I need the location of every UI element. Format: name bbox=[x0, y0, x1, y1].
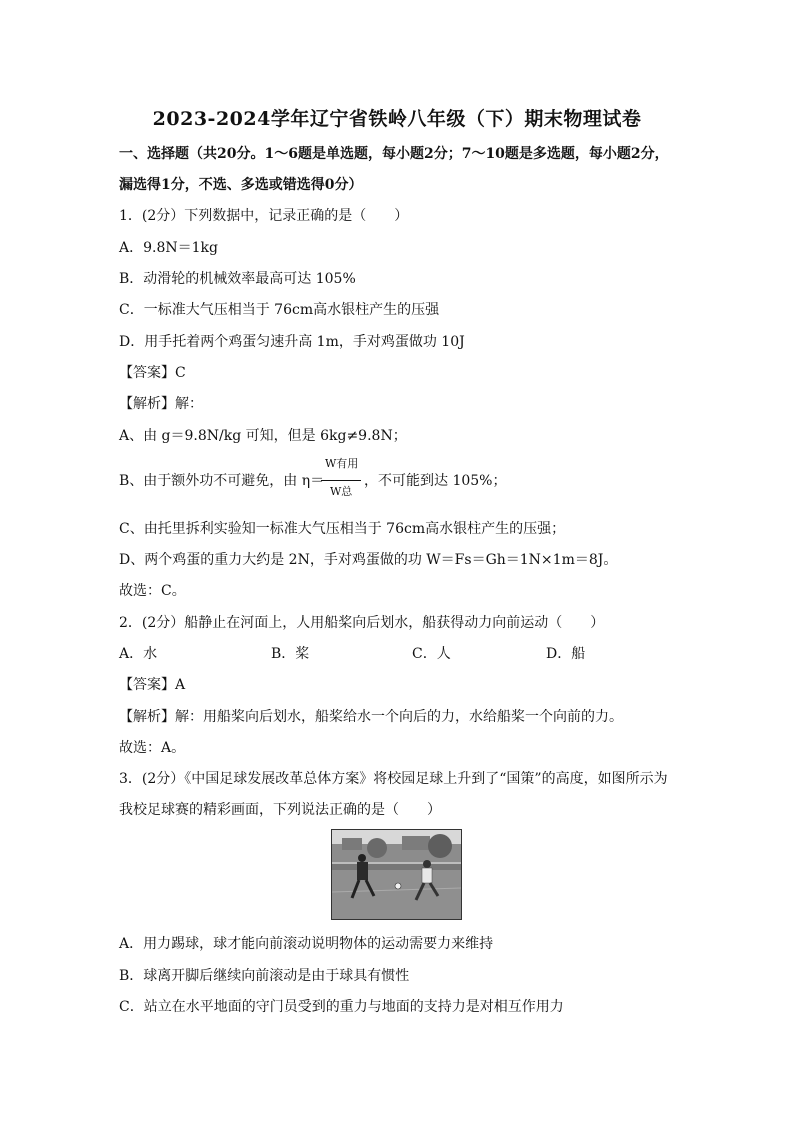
q3-option-a: A．用力踢球，球才能向前滚动说明物体的运动需要力来维持 bbox=[119, 936, 494, 952]
q3-stem-line2: 我校足球赛的精彩画面，下列说法正确的是（ ） bbox=[119, 802, 441, 818]
soccer-match-photo bbox=[331, 829, 462, 920]
q2-option-b: B．桨 bbox=[271, 646, 310, 662]
q1-analysis-b-prefix: B、由于额外功不可避免，由 η＝ bbox=[119, 473, 325, 489]
q1-choice: 故选：C。 bbox=[119, 583, 186, 599]
q1-analysis-a: A、由 g＝9.8N/kg 可知，但是 6kg≠9.8N； bbox=[119, 428, 407, 444]
q2-option-d: D．船 bbox=[546, 646, 586, 662]
q1-analysis-label: 【解析】解： bbox=[119, 396, 203, 412]
q3-option-c: C．站立在水平地面的守门员受到的重力与地面的支持力是对相互作用力 bbox=[119, 999, 564, 1015]
section-header-line2: 漏选得1分，不选、多选或错选得0分） bbox=[119, 177, 363, 193]
q1-answer: 【答案】C bbox=[119, 365, 186, 381]
q1-analysis-d: D、两个鸡蛋的重力大约是 2N，手对鸡蛋做的功 W＝Fs＝Gh＝1N×1m＝8J。 bbox=[119, 552, 618, 568]
fraction-numerator: W有用 bbox=[325, 457, 359, 470]
q1-option-b: B．动滑轮的机械效率最高可达 105% bbox=[119, 271, 356, 287]
q1-analysis-c: C、由托里拆利实验知一标准大气压相当于 76cm高水银柱产生的压强； bbox=[119, 521, 566, 537]
q2-option-c: C．人 bbox=[412, 646, 451, 662]
fraction-bar bbox=[321, 480, 361, 481]
q1-stem: 1．(2分）下列数据中，记录正确的是（ ） bbox=[119, 208, 409, 224]
q3-stem-line1: 3．(2分）《中国足球发展改革总体方案》将校园足球上升到了“国策”的高度，如图所示为 bbox=[119, 771, 668, 787]
q2-analysis: 【解析】解：用船桨向后划水，船桨给水一个向后的力，水给船桨一个向前的力。 bbox=[119, 709, 623, 725]
q1-analysis-b-suffix: ，不可能到达 105%； bbox=[364, 473, 507, 489]
q1-option-a: A．9.8N＝1kg bbox=[119, 240, 218, 256]
q2-answer: 【答案】A bbox=[119, 677, 186, 693]
section-header-line1: 一、选择题（共20分。1～6题是单选题，每小题2分；7～10题是多选题，每小题2分， bbox=[119, 146, 669, 162]
fraction-denominator: W总 bbox=[330, 485, 353, 498]
q2-choice: 故选：A。 bbox=[119, 740, 186, 756]
q2-option-a: A．水 bbox=[119, 646, 158, 662]
q2-stem: 2．(2分）船静止在河面上，人用船桨向后划水，船获得动力向前运动（ ） bbox=[119, 615, 605, 631]
q1-option-c: C．一标准大气压相当于 76cm高水银柱产生的压强 bbox=[119, 302, 440, 318]
q1-option-d: D．用手托着两个鸡蛋匀速升高 1m，手对鸡蛋做功 10J bbox=[119, 334, 465, 350]
q3-option-b: B．球离开脚后继续向前滚动是由于球具有惯性 bbox=[119, 968, 410, 984]
page-title: 2023-2024学年辽宁省铁岭八年级（下）期末物理试卷 bbox=[152, 108, 642, 130]
